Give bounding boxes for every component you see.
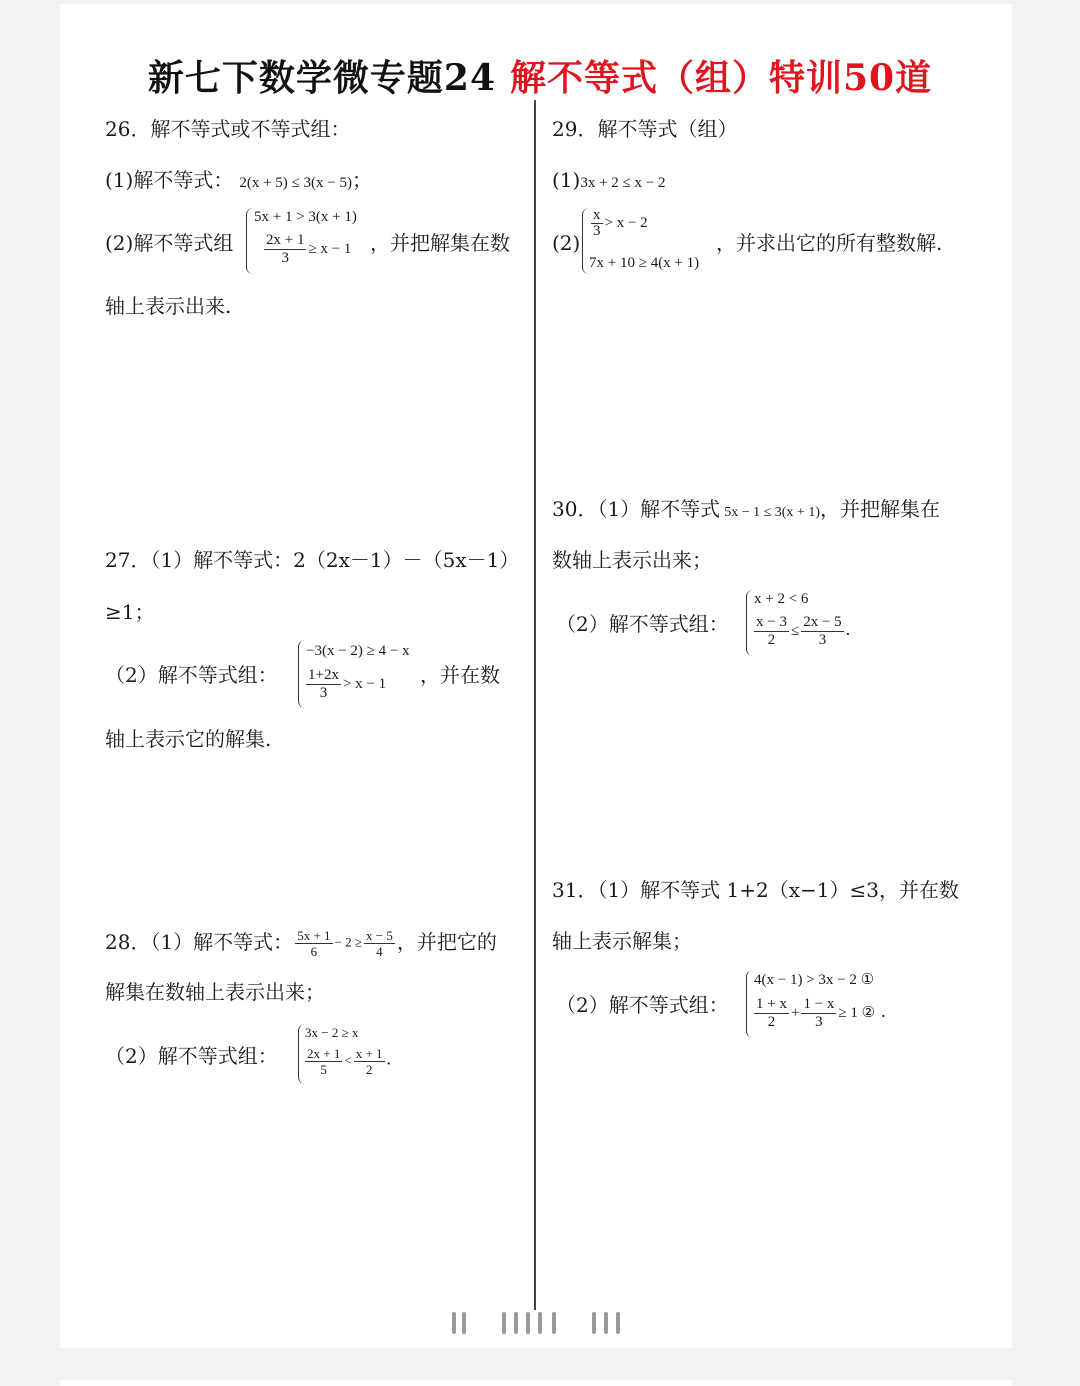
p30-frac1-num: x − 3 (756, 614, 787, 630)
p28-row2 (303, 1046, 391, 1077)
p30-le: ≤ (790, 622, 800, 639)
p27-row1: −3(x − 2) ≥ 4 − x (306, 643, 410, 659)
column-divider (534, 100, 536, 1310)
p30-line2: 数轴上表示出来； (552, 548, 712, 572)
p31-frac2-den: 3 (815, 1014, 823, 1030)
p26-q1-end: ； (351, 168, 372, 192)
problem-26-heading: 26．解不等式或不等式组： (105, 117, 351, 141)
p27-frac-num: 1+2x (308, 667, 339, 683)
p28-frac1-den: 6 (310, 944, 318, 959)
p29-frac-den: 3 (593, 223, 601, 239)
p27-q2-label: （2）解不等式组： (105, 663, 278, 687)
title-highlight: 解不等式（组）特训50道 (510, 57, 933, 99)
p31-line2: 轴上表示解集； (552, 929, 692, 953)
p30-row2 (752, 614, 850, 649)
p28-row2-frac1-num: 2x + 1 (307, 1046, 341, 1061)
p31-row2-rest: ≥ 1 ② (838, 1004, 876, 1021)
p30-row1: x + 2 < 6 (754, 591, 809, 607)
p26-brace (246, 208, 253, 274)
p27-row2-rest: > x − 1 (342, 675, 387, 692)
p28-frac1-num: 5x + 1 (297, 928, 331, 943)
p28-row2-frac1-den: 5 (320, 1062, 327, 1077)
p30-frac2-num: 2x − 5 (803, 614, 842, 630)
p26-frac-den: 3 (281, 250, 289, 266)
title-main: 新七下数学微专题24 (147, 57, 496, 99)
p27-frac-den: 3 (319, 685, 328, 701)
p28-row2-frac-2 (354, 1046, 385, 1077)
p30-line1-b: ，并把解集在 (820, 497, 940, 521)
p29-q1-label: (1) (552, 168, 581, 192)
p30-frac-1 (754, 614, 789, 649)
p26-q1-label: (1)解不等式： (105, 168, 234, 192)
p31-row2 (752, 996, 886, 1031)
p29-row1-rest: > x − 2 (604, 214, 648, 231)
p26-fraction (264, 232, 306, 267)
p29-brace (582, 208, 589, 274)
p28-frac2-num: x − 5 (366, 928, 393, 943)
p28-end: . (386, 1048, 392, 1069)
problem-28-heading (105, 928, 497, 959)
p28-mid: − 2 ≥ (334, 934, 362, 950)
p30-frac-2 (801, 614, 843, 649)
problem-26-part1 (105, 167, 372, 196)
p27-line2: ≥1； (105, 600, 155, 624)
problem-27-heading: 27．（1）解不等式：2（2x－1）－（5x－1） (105, 548, 520, 572)
problem-30-heading (552, 496, 940, 526)
p29-frac-num: x (593, 207, 601, 223)
p27-after: ，并在数 (420, 663, 500, 687)
p26-frac-num: 2x + 1 (266, 232, 305, 248)
p31-q2-label: （2）解不等式组： (556, 993, 729, 1017)
p30-frac2-den: 3 (818, 632, 827, 648)
p28-q1-expr (293, 928, 397, 959)
p27-fraction (306, 667, 341, 702)
p28-frac-1 (295, 928, 332, 959)
p26-last-line: 轴上表示出来. (105, 294, 232, 318)
p30-line1-a: 30．（1）解不等式 (552, 497, 721, 521)
p31-frac-1 (754, 996, 789, 1031)
p30-frac1-den: 2 (767, 632, 776, 648)
p30-expr: 5x − 1 ≤ 3(x + 1) (724, 505, 820, 520)
p28-frac-2 (364, 928, 395, 959)
p29-q1-expr: 3x + 2 ≤ x − 2 (580, 175, 666, 191)
p26-row2-rest: ≥ x − 1 (308, 240, 352, 257)
p31-end: . (881, 1000, 886, 1021)
p28-row2-frac2-num: x + 1 (355, 1046, 383, 1061)
p31-frac1-den: 2 (767, 1014, 776, 1030)
p28-row1: 3x − 2 ≥ x (305, 1025, 359, 1040)
next-page-edge (60, 1380, 1012, 1386)
problem-31-heading: 31．（1）解不等式 1+2（x−1）≤3，并在数 (552, 878, 959, 902)
p30-end: . (845, 618, 851, 639)
p29-q2-label: (2) (552, 231, 581, 255)
p31-frac2-num: 1 − x (803, 996, 835, 1012)
p31-plus: + (790, 1004, 800, 1021)
p26-row2 (262, 232, 351, 267)
p26-q2-after: ，并把解集在数 (370, 231, 510, 255)
p28-row2-frac2-den: 2 (365, 1062, 373, 1077)
p30-q2-label: （2）解不等式组： (556, 612, 729, 636)
page-scroll-indicator[interactable] (452, 1312, 622, 1334)
p28-line1-b: ，并把它的 (396, 930, 497, 954)
p27-last-line: 轴上表示它的解集. (105, 727, 272, 751)
p31-row1: 4(x − 1) > 3x − 2 ① (754, 972, 875, 988)
p28-frac2-den: 4 (376, 944, 383, 959)
p28-line1-a: 28．（1）解不等式： (105, 930, 294, 954)
p26-q1-expr: 2(x + 5) ≤ 3(x − 5) (239, 175, 352, 191)
p29-part1 (552, 167, 666, 196)
p31-frac-2 (801, 996, 836, 1031)
p26-q2-label: (2)解不等式组 (105, 231, 234, 255)
p29-after: ，并求出它的所有整数解. (716, 231, 943, 255)
p31-frac1-num: 1 + x (756, 996, 787, 1012)
p28-q2-label: （2）解不等式组： (105, 1044, 278, 1068)
p27-row2 (304, 667, 386, 702)
p28-line2: 解集在数轴上表示出来； (105, 980, 325, 1004)
p26-row1: 5x + 1 > 3(x + 1) (254, 209, 357, 225)
p29-row2: 7x + 10 ≥ 4(x + 1) (589, 255, 700, 271)
p29-fraction (591, 208, 603, 239)
p28-lt: < (344, 1052, 352, 1068)
problem-29-heading: 29．解不等式（组） (552, 117, 738, 141)
page-title (0, 50, 1080, 101)
p28-row2-frac-1 (305, 1046, 342, 1077)
p29-row1 (589, 208, 648, 239)
